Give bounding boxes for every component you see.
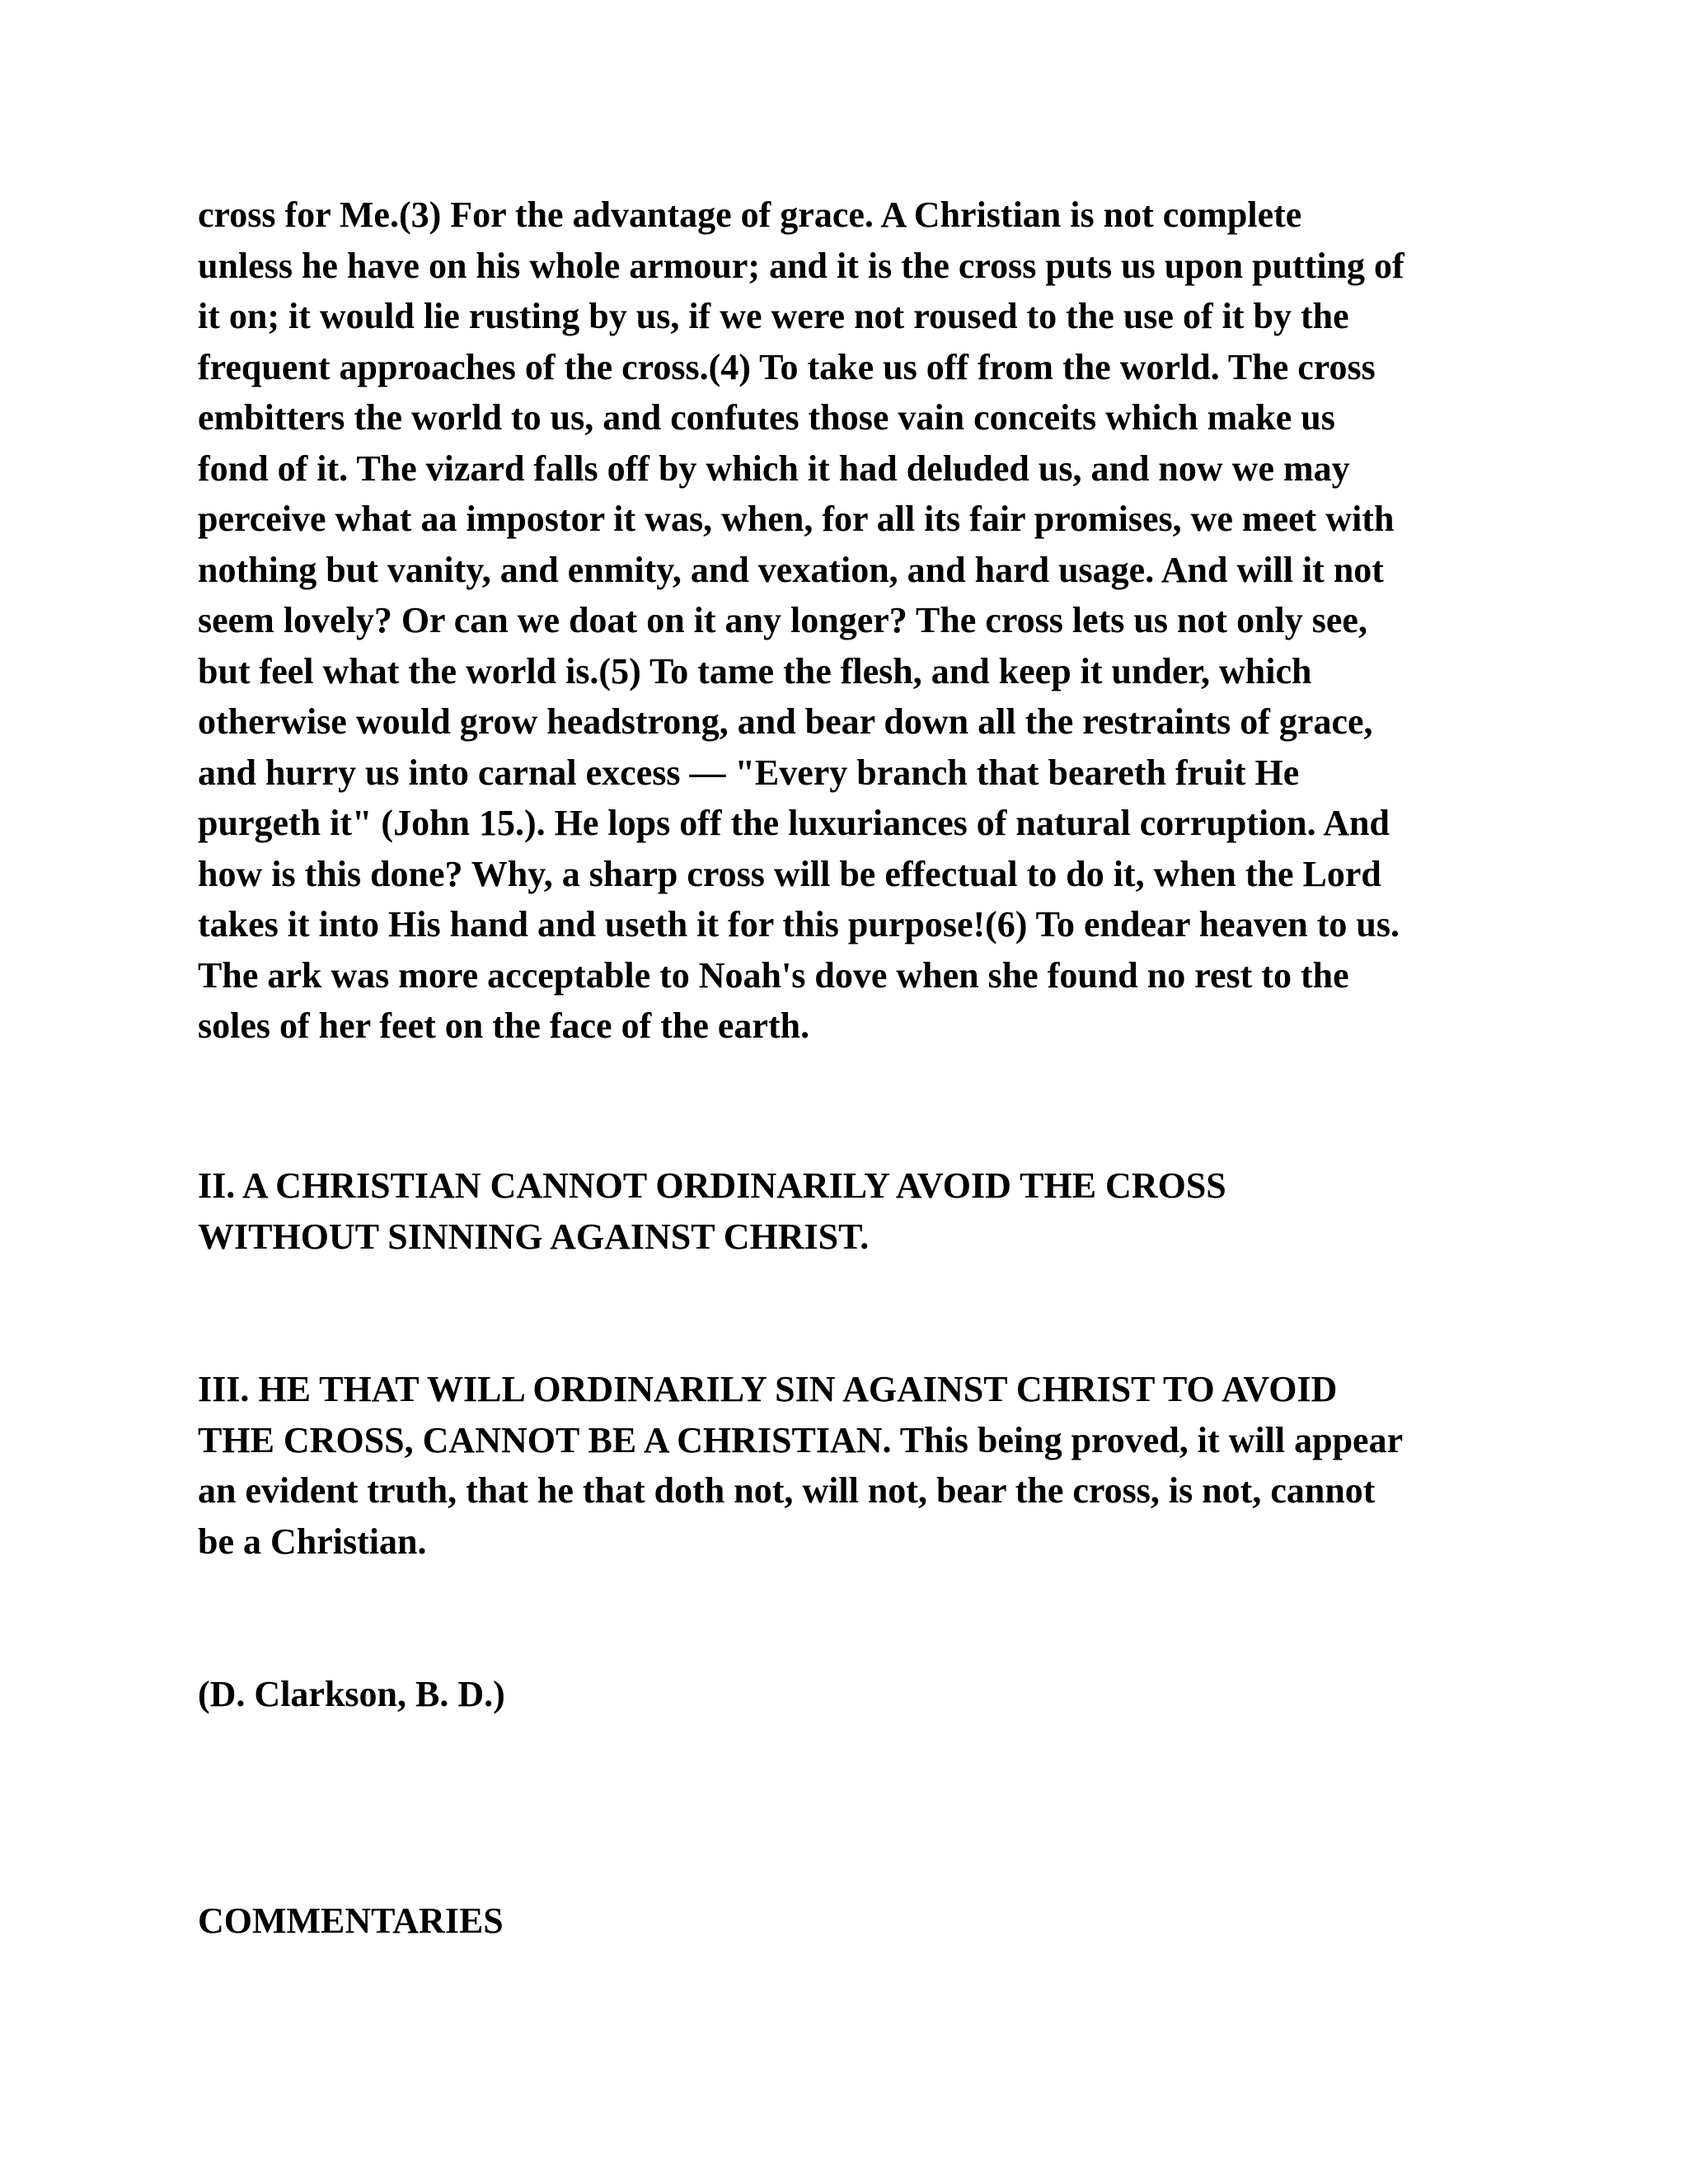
text-line: and hurry us into carnal excess — "Every branch that beareth fruit He xyxy=(198,752,1300,793)
text-line: III. HE THAT WILL ORDINARILY SIN AGAINST CHRIST TO AVOID xyxy=(198,1369,1338,1409)
text-line: how is this done? Why, a sharp cross will be effectual to do it, when the Lord xyxy=(198,853,1381,894)
text-line: fond of it. The vizard falls off by which it had deluded us, and now we may xyxy=(198,448,1350,489)
text-line: it on; it would lie rusting by us, if we were not roused to the use of it by the xyxy=(198,296,1349,336)
commentaries-heading xyxy=(198,1896,504,1947)
text-line: be a Christian. xyxy=(198,1521,427,1562)
body-paragraph xyxy=(198,190,1404,1052)
text-line: but feel what the world is.(5) To tame the flesh, and keep it under, which xyxy=(198,650,1312,691)
text-line: (D. Clarkson, B. D.) xyxy=(198,1674,505,1714)
text-line: soles of her feet on the face of the earth. xyxy=(198,1005,810,1046)
text-line: seem lovely? Or can we doat on it any longer? The cross lets us not only see, xyxy=(198,600,1367,640)
section-heading-ii xyxy=(198,1160,1226,1262)
text-line: The ark was more acceptable to Noah's dove when she found no rest to the xyxy=(198,954,1349,996)
text-line: cross for Me.(3) For the advantage of grace. A Christian is not complete xyxy=(198,194,1302,235)
text-line: II. A CHRISTIAN CANNOT ORDINARILY AVOID THE CROSS xyxy=(198,1165,1226,1206)
section-heading-iii xyxy=(198,1364,1403,1567)
text-line: WITHOUT SINNING AGAINST CHRIST. xyxy=(198,1216,870,1257)
text-line: an evident truth, that he that doth not, will not, bear the cross, is not, cannot xyxy=(198,1470,1376,1511)
text-line: COMMENTARIES xyxy=(198,1900,504,1941)
text-line: purgeth it" (John 15.). He lops off the luxuriances of natural corruption. And xyxy=(198,803,1390,843)
text-line: otherwise would grow headstrong, and bear down all the restraints of grace, xyxy=(198,701,1373,742)
text-line: nothing but vanity, and enmity, and vexation, and hard usage. And will it not xyxy=(198,549,1384,590)
text-line: embitters the world to us, and confutes those vain conceits which make us xyxy=(198,397,1335,438)
text-line: THE CROSS, CANNOT BE A CHRISTIAN. This being proved, it will appear xyxy=(198,1419,1404,1460)
text-line: frequent approaches of the cross.(4) To take us off from the world. The cross xyxy=(198,346,1376,387)
author-attribution xyxy=(198,1669,505,1720)
text-line: unless he have on his whole armour; and it is the cross puts us upon putting of xyxy=(198,245,1404,286)
text-line: perceive what aa impostor it was, when, for all its fair promises, we meet with xyxy=(198,499,1395,539)
text-line: takes it into His hand and useth it for this purpose!(6) To endear heaven to us. xyxy=(198,904,1400,944)
